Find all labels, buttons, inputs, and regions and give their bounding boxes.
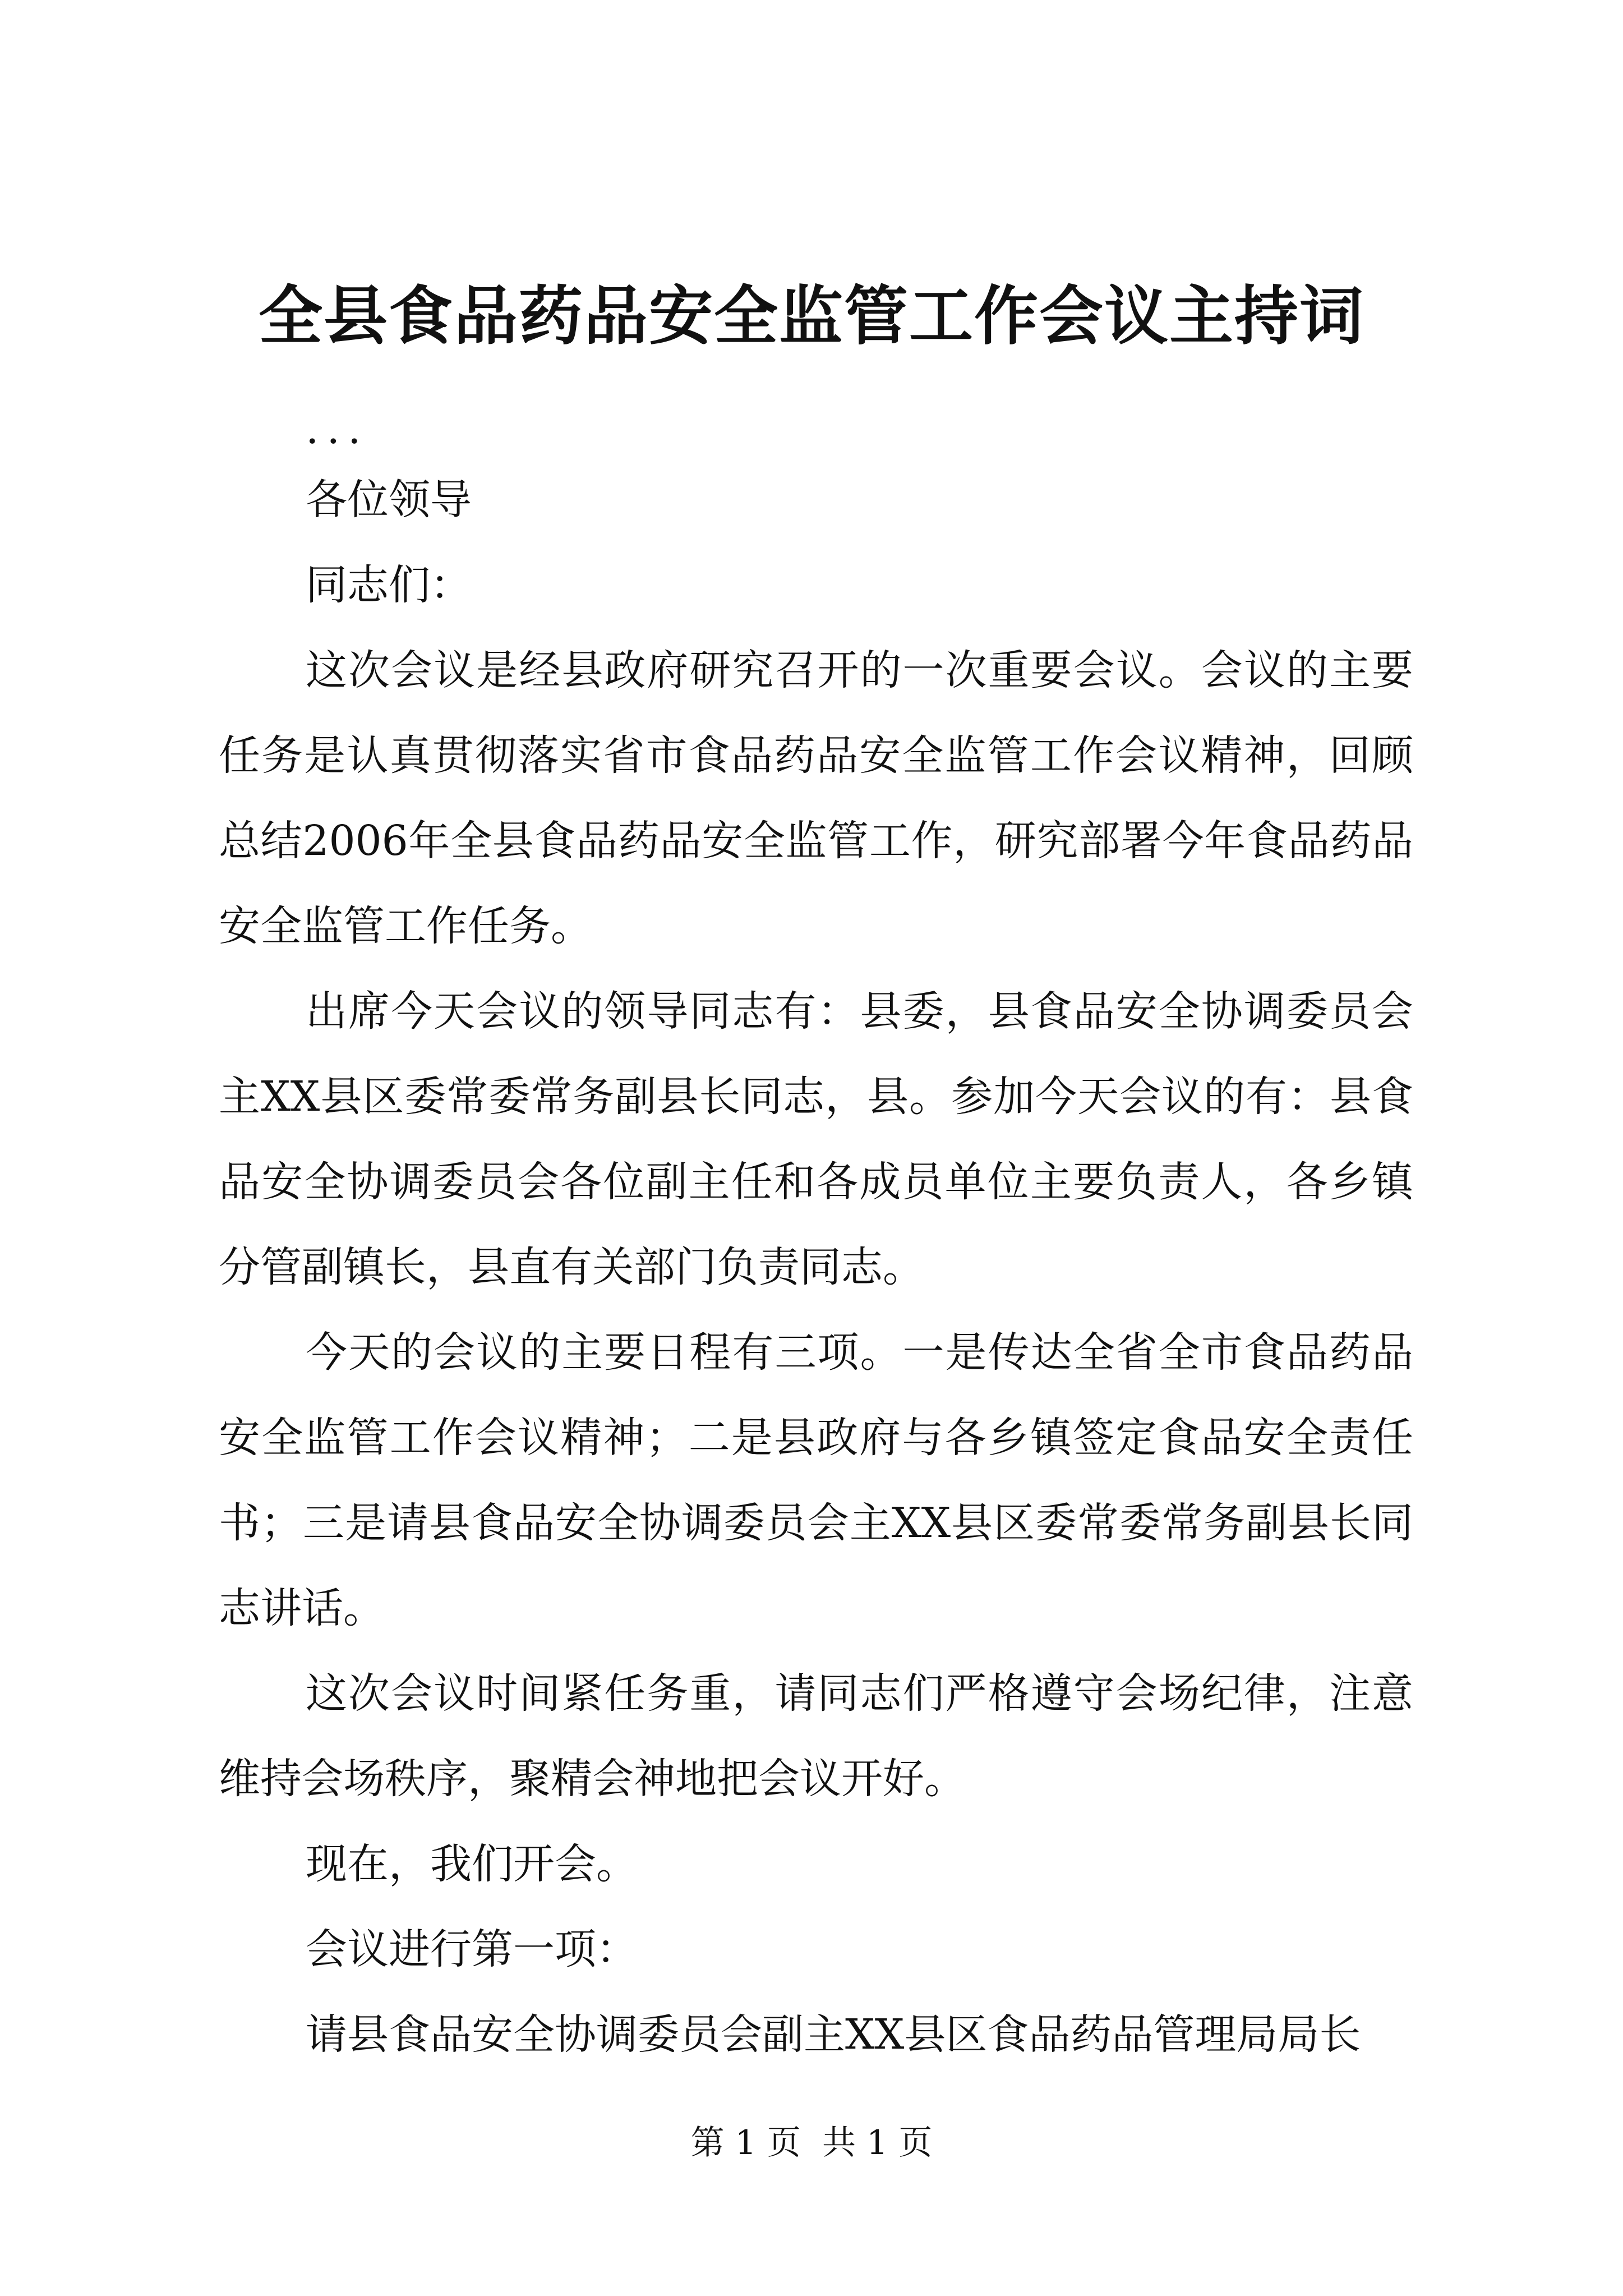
page-number-label: 第 1 页 共 1 页: [690, 2123, 933, 2162]
salutation-comrades: 同志们：: [306, 561, 472, 609]
ellipsis-mark: ...: [306, 405, 369, 453]
document-title: 全县食品药品安全监管工作会议主持词: [258, 278, 1364, 353]
paragraph-item-one: 会议进行第一项：: [306, 1925, 638, 1973]
paragraph-opening: 现在，我们开会。: [306, 1840, 638, 1888]
salutation-leaders: 各位领导: [306, 476, 472, 524]
document-body: [219, 401, 1413, 2077]
paragraph-attendees: 出席今天会议的领导同志有：县委，县食品安全协调委员会主XX县区委常委常务副县长同志，县。参加今天会议的有：县食品安全协调委员会各位副主任和各成员单位主要负责人，各乡镇分管副镇长，县直有关部门负责同志。: [219, 987, 1413, 1291]
paragraph-discipline: 这次会议时间紧任务重，请同志们严格遵守会场纪律，注意维持会场秩序，聚精会神地把会议开好。: [219, 1669, 1413, 1803]
paragraph-speaker-invite: 请县食品安全协调委员会副主XX县区食品药品管理局局长: [306, 2010, 1361, 2059]
paragraph-agenda: 今天的会议的主要日程有三项。一是传达全省全市食品药品安全监管工作会议精神；二是县政府与各乡镇签定食品安全责任书；三是请县食品安全协调委员会主XX县区委常委常务副县长同志讲话。: [219, 1328, 1413, 1632]
paragraph-meeting-purpose: 这次会议是经县政府研究召开的一次重要会议。会议的主要任务是认真贯彻落实省市食品药品安全监管工作会议精神，回顾总结2006年全县食品药品安全监管工作，研究部署今年食品药品安全监管工作任务。: [219, 646, 1413, 950]
page-footer: [0, 2120, 1623, 2165]
